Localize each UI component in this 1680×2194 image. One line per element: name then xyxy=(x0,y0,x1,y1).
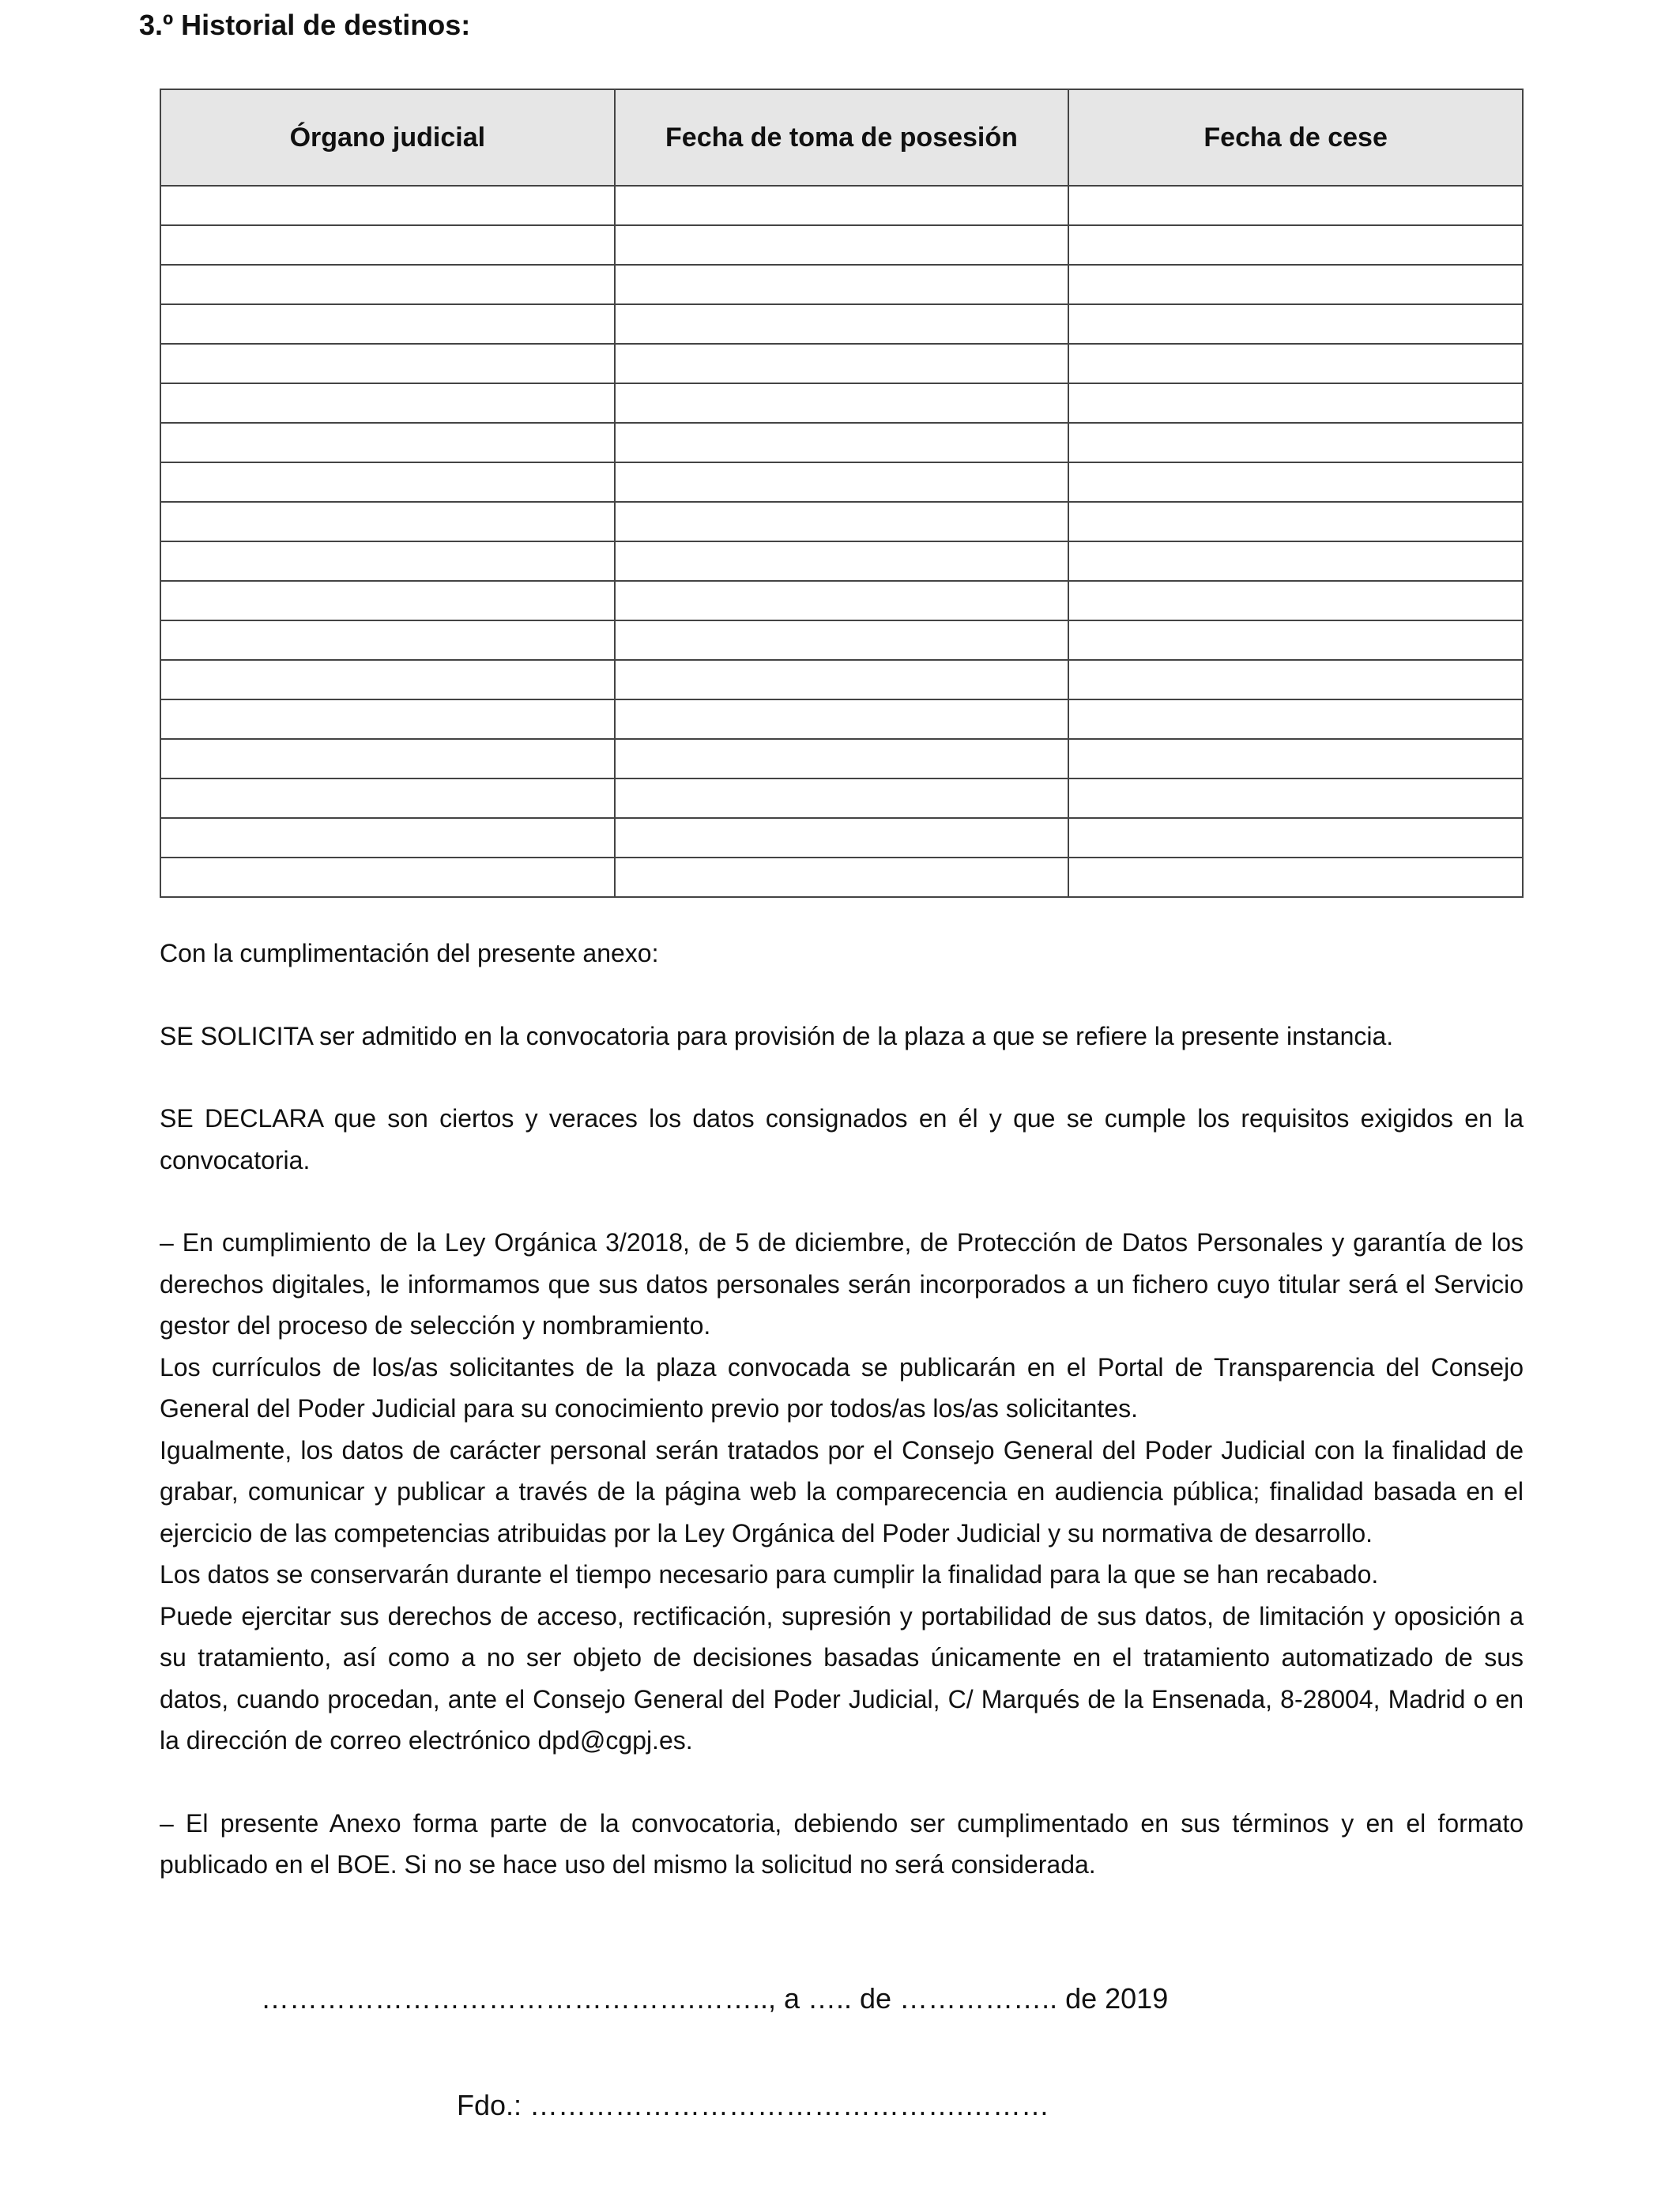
table-row xyxy=(160,581,1523,620)
fecha-cese-cell xyxy=(1068,423,1523,462)
table-row xyxy=(160,462,1523,502)
organo-judicial-cell xyxy=(160,344,615,383)
fecha-cese-cell xyxy=(1068,304,1523,344)
organo-judicial-cell xyxy=(160,383,615,423)
fecha-toma-posesion-cell xyxy=(615,739,1069,778)
fecha-cese-cell xyxy=(1068,581,1523,620)
fecha-toma-posesion-cell xyxy=(615,304,1069,344)
fecha-cese-cell xyxy=(1068,818,1523,858)
organo-judicial-cell xyxy=(160,462,615,502)
privacy-paragraph: Los currículos de los/as solicitantes de la plaza convocada se publicarán en el Portal de Transparencia del Consejo General del Poder Judicial para su conocimiento previo por todos/as los/as solicitantes. xyxy=(160,1352,1524,1423)
fecha-cese-cell xyxy=(1068,739,1523,778)
fecha-toma-posesion-cell xyxy=(615,818,1069,858)
table-row xyxy=(160,739,1523,778)
fecha-toma-posesion-cell xyxy=(615,541,1069,581)
intro-paragraph: Con la cumplimentación del presente anexo: xyxy=(160,939,659,967)
fecha-toma-posesion-cell xyxy=(615,778,1069,818)
fecha-cese-cell xyxy=(1068,620,1523,660)
anexo-note-paragraph: – El presente Anexo forma parte de la convocatoria, debiendo ser cumplimentado en sus términos y en el formato publicado en el BOE. Si no se hace uso del mismo la solicitud no será considerada. xyxy=(160,1808,1524,1879)
table-row xyxy=(160,818,1523,858)
table-row xyxy=(160,423,1523,462)
signature-line: Fdo.: ……………………………………….……… xyxy=(457,2089,1050,2121)
fecha-toma-posesion-cell xyxy=(615,462,1069,502)
fecha-toma-posesion-cell xyxy=(615,699,1069,739)
fecha-toma-posesion-cell xyxy=(615,423,1069,462)
privacy-paragraph: – En cumplimiento de la Ley Orgánica 3/2018, de 5 de diciembre, de Protección de Datos Personales y garantía de los derechos digitales, le informamos que sus datos personales serán incorporados a un fichero cuyo titular será el Servicio gestor del proceso de selección y nombramiento. xyxy=(160,1228,1524,1340)
organo-judicial-cell xyxy=(160,818,615,858)
table-row xyxy=(160,858,1523,897)
organo-judicial-cell xyxy=(160,581,615,620)
fecha-toma-posesion-cell xyxy=(615,186,1069,225)
fecha-cese-cell xyxy=(1068,858,1523,897)
fecha-cese-cell xyxy=(1068,541,1523,581)
fecha-toma-posesion-cell xyxy=(615,502,1069,541)
fecha-cese-cell xyxy=(1068,225,1523,265)
fecha-toma-posesion-cell xyxy=(615,225,1069,265)
solicita-paragraph: SE SOLICITA ser admitido en la convocatoria para provisión de la plaza a que se refiere la presente instancia. xyxy=(160,1021,1394,1050)
organo-judicial-cell xyxy=(160,502,615,541)
privacy-paragraph: Los datos se conservarán durante el tiempo necesario para cumplir la finalidad para la que se han recabado. xyxy=(160,1560,1379,1589)
fecha-toma-posesion-cell xyxy=(615,858,1069,897)
table-row xyxy=(160,620,1523,660)
date-line: ……………………………………….…….., a ….. de …………….. de 2019 xyxy=(261,1982,1169,2015)
fecha-toma-posesion-cell xyxy=(615,383,1069,423)
organo-judicial-cell xyxy=(160,620,615,660)
header-fecha-cese: Fecha de cese xyxy=(1068,89,1523,186)
organo-judicial-cell xyxy=(160,265,615,304)
organo-judicial-cell xyxy=(160,699,615,739)
header-fecha-toma-posesion: Fecha de toma de posesión xyxy=(615,89,1069,186)
destinations-history-table xyxy=(160,89,1524,898)
table-row xyxy=(160,344,1523,383)
organo-judicial-cell xyxy=(160,304,615,344)
organo-judicial-cell xyxy=(160,541,615,581)
declara-paragraph: SE DECLARA que son ciertos y veraces los datos consignados en él y que se cumple los requisitos exigidos en la convocatoria. xyxy=(160,1104,1524,1174)
table-row xyxy=(160,502,1523,541)
fecha-toma-posesion-cell xyxy=(615,344,1069,383)
privacy-paragraph: Igualmente, los datos de carácter personal serán tratados por el Consejo General del Poder Judicial con la finalidad de grabar, comunicar y publicar a través de la página web la comparecencia en audiencia pública; finalidad basada en el ejercicio de las competencias atribuidas por la Ley Orgánica del Poder Judicial y su normativa de desarrollo. xyxy=(160,1435,1524,1547)
fecha-cese-cell xyxy=(1068,699,1523,739)
table-row xyxy=(160,699,1523,739)
table-row xyxy=(160,304,1523,344)
fecha-cese-cell xyxy=(1068,660,1523,699)
organo-judicial-cell xyxy=(160,778,615,818)
header-organo-judicial: Órgano judicial xyxy=(160,89,615,186)
organo-judicial-cell xyxy=(160,186,615,225)
organo-judicial-cell xyxy=(160,858,615,897)
fecha-cese-cell xyxy=(1068,502,1523,541)
table-header-row xyxy=(160,89,1523,186)
table-row xyxy=(160,186,1523,225)
fecha-cese-cell xyxy=(1068,344,1523,383)
fecha-toma-posesion-cell xyxy=(615,265,1069,304)
fecha-cese-cell xyxy=(1068,265,1523,304)
section-title: 3.º Historial de destinos: xyxy=(139,9,471,41)
fecha-cese-cell xyxy=(1068,186,1523,225)
organo-judicial-cell xyxy=(160,423,615,462)
fecha-cese-cell xyxy=(1068,383,1523,423)
table-body xyxy=(160,186,1523,897)
table-row xyxy=(160,265,1523,304)
fecha-cese-cell xyxy=(1068,462,1523,502)
fecha-toma-posesion-cell xyxy=(615,620,1069,660)
organo-judicial-cell xyxy=(160,225,615,265)
organo-judicial-cell xyxy=(160,660,615,699)
fecha-cese-cell xyxy=(1068,778,1523,818)
body-text xyxy=(160,933,1524,1886)
privacy-paragraph: Puede ejercitar sus derechos de acceso, rectificación, supresión y portabilidad de sus datos, de limitación y oposición a su tratamiento, así como a no ser objeto de decisiones basadas únicamente en el tratamiento automatizado de sus datos, cuando procedan, ante el Consejo General del Poder Judicial, C/ Marqués de la Ensenada, 8-28004, Madrid o en la dirección de correo electrónico dpd@cgpj.es. xyxy=(160,1601,1524,1755)
fecha-toma-posesion-cell xyxy=(615,660,1069,699)
organo-judicial-cell xyxy=(160,739,615,778)
table-row xyxy=(160,383,1523,423)
table-row xyxy=(160,660,1523,699)
table-row xyxy=(160,778,1523,818)
fecha-toma-posesion-cell xyxy=(615,581,1069,620)
table-row xyxy=(160,225,1523,265)
table-row xyxy=(160,541,1523,581)
